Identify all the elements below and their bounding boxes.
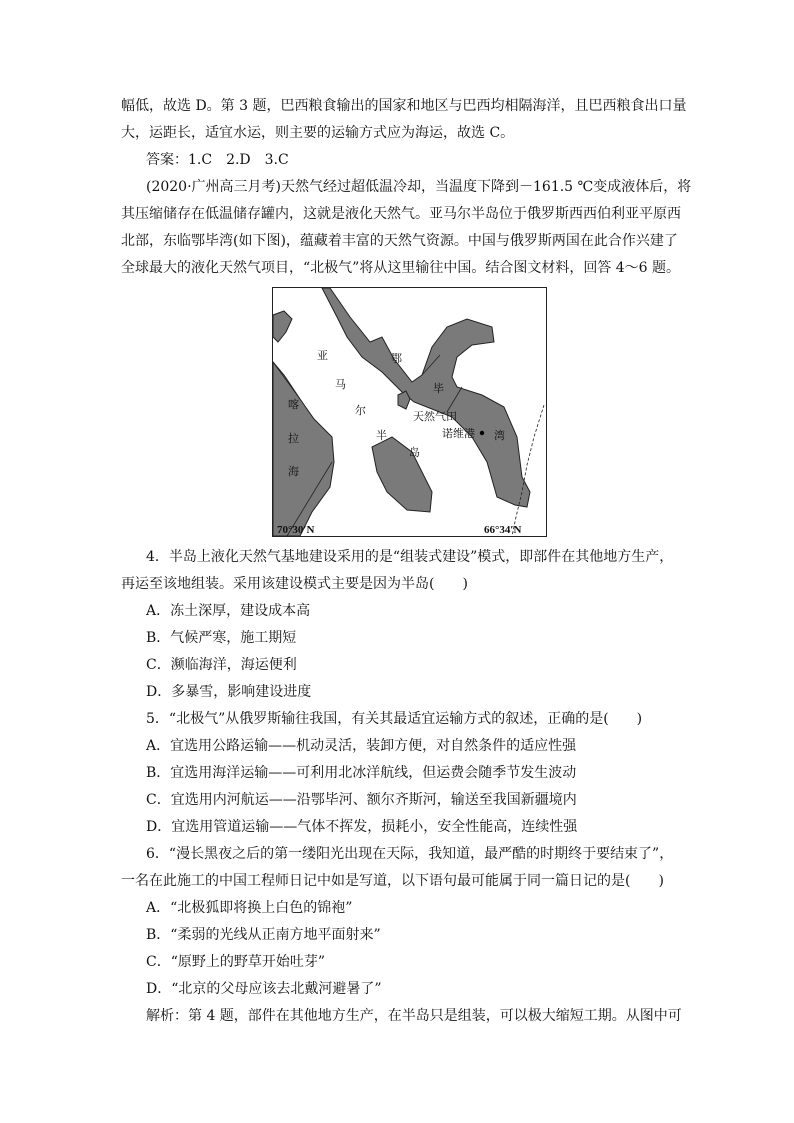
option-4a: A．冻土深厚，建设成本高 xyxy=(146,603,311,619)
label-la: 拉 xyxy=(288,432,299,445)
question-6: 6．“漫长黑夜之后的第一缕阳光出现在天际，我知道，最严酷的时期终于要结束了”， xyxy=(146,846,674,862)
label-port: 诺维港 xyxy=(442,427,475,440)
label-hai: 海 xyxy=(288,465,299,478)
answer-line: 答案：1.C 2.D 3.C xyxy=(146,152,289,168)
label-wan: 湾 xyxy=(494,429,505,442)
latitude-left: 70°30′N xyxy=(277,524,315,536)
option-5c: C．宜选用内河航运——沿鄂毕河、额尔齐斯河，输送至我国新疆境内 xyxy=(146,792,577,808)
text-line: 全球最大的液化天然气项目，“北极气”将从这里输往中国。结合图文材料，回答 4～6 题。 xyxy=(121,260,681,276)
option-5a: A．宜选用公路运输——机动灵活，装卸方便，对自然条件的适应性强 xyxy=(146,738,577,754)
text-line: 北部，东临鄂毕湾(如下图)，蕴藏着丰富的天然气资源。中国与俄罗斯两国在此合作兴建了 xyxy=(121,233,678,249)
label-ma: 马 xyxy=(335,378,346,391)
text-line: 其压缩储存在低温储存罐内，这就是液化天然气。亚马尔半岛位于俄罗斯西西伯利亚平原西 xyxy=(121,206,681,222)
label-er: 尔 xyxy=(355,404,366,417)
option-4b: B．气候严寒，施工期短 xyxy=(146,630,297,646)
label-ya: 亚 xyxy=(317,349,328,362)
latitude-right: 66°34′N xyxy=(484,524,522,536)
question-4-cont: 再运至该地组装。采用该建设模式主要是因为半岛( ) xyxy=(121,576,468,592)
option-6a: A．“北极狐即将换上白色的锦袍” xyxy=(146,900,353,916)
question-5: 5．“北极气”从俄罗斯输往我国，有关其最适宜运输方式的叙述，正确的是( ) xyxy=(146,711,643,727)
text-line: 大，运距长，适宜水运，则主要的运输方式应为海运，故选 C。 xyxy=(121,125,515,141)
text-line: (2020·广州高三月考)天然气经过超低温冷却，当温度下降到－161.5 ℃变成液体后，将 xyxy=(146,179,692,195)
option-6c: C．“原野上的野草开始吐芽” xyxy=(146,954,326,970)
yamal-peninsula-map xyxy=(272,287,547,537)
label-ban: 半 xyxy=(376,429,387,442)
option-5d: D．宜选用管道运输——气体不挥发，损耗小，安全性能高，连续性强 xyxy=(146,819,578,835)
option-6b: B．“柔弱的光线从正南方地平面射来” xyxy=(146,927,381,943)
label-gasfield: 天然气田 xyxy=(413,410,457,423)
label-e: 鄂 xyxy=(391,352,402,365)
port-dot xyxy=(480,431,484,435)
option-4c: C．濒临海洋，海运便利 xyxy=(146,657,297,673)
label-ka: 喀 xyxy=(288,398,299,411)
question-6-cont: 一名在此施工的中国工程师日记中如是写道，以下语句最可能属于同一篇日记的是( ) xyxy=(121,873,664,889)
question-4: 4．半岛上液化天然气基地建设采用的是“组装式建设”模式，即部件在其他地方生产， xyxy=(146,549,674,565)
option-4d: D．多暴雪，影响建设进度 xyxy=(146,684,312,700)
option-5b: B．宜选用海洋运输——可利用北冰洋航线，但运费会随季节发生波动 xyxy=(146,765,577,781)
label-bi: 毕 xyxy=(433,382,444,395)
label-dao: 岛 xyxy=(409,446,420,459)
analysis-line: 解析：第 4 题，部件在其他地方生产，在半岛只是组装，可以极大缩短工期。从图中可 xyxy=(146,1008,682,1024)
text-line: 幅低，故选 D。第 3 题，巴西粮食输出的国家和地区与巴西均相隔海洋，且巴西粮食出口量 xyxy=(121,98,687,114)
option-6d: D．“北京的父母应该去北戴河避暑了” xyxy=(146,981,382,997)
